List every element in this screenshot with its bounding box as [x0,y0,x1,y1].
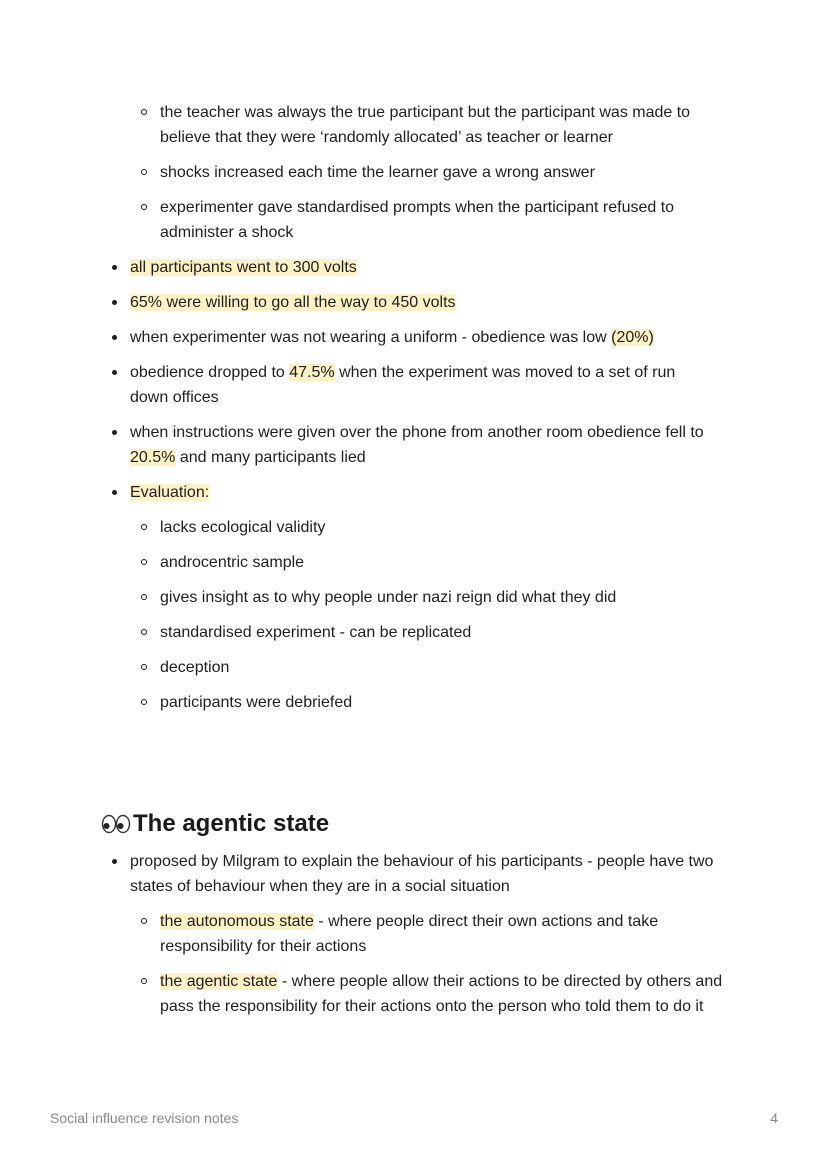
bullet-circle-icon [141,699,147,705]
list-item [0,849,715,899]
bullet-dot-icon [112,859,117,864]
sub-list-item [0,515,725,540]
bullet-dot-icon [112,265,117,270]
list-item-text: standardised experiment - can be replicated [160,624,472,641]
list-item-text: experimenter gave standardised prompts when the participant refused to administer a shock [160,199,675,241]
bullet-circle-icon [141,204,147,210]
section-heading-text: The agentic state [133,810,330,837]
footer-document-title: Social influence revision notes [50,1110,239,1126]
list-item-text: - where people direct their own actions and take responsibility for their actions [160,913,659,955]
sub-list-item [0,550,725,575]
list-item-text: lacks ecological validity [160,519,326,536]
list-item-text: participants were debriefed [160,694,353,711]
sub-list-item [0,690,725,715]
bullet-circle-icon [141,594,147,600]
bullet-dot-icon [112,300,117,305]
list-item [0,325,715,350]
list-item [0,360,715,410]
list-item-text: and many participants lied [175,449,366,466]
list-item-text: gives insight as to why people under nazi reign did what they did [160,589,617,606]
sub-list-item [0,969,725,1019]
bullet-circle-icon [141,109,147,115]
highlighted-text: all participants went to 300 volts [130,259,357,276]
highlighted-text: Evaluation: [130,484,210,501]
sub-list-item [0,585,725,610]
bullet-dot-icon [112,335,117,340]
sub-list-item [0,160,725,185]
bullet-circle-icon [141,918,147,924]
bullet-circle-icon [141,978,147,984]
bullet-circle-icon [141,664,147,670]
list-item-text: obedience dropped to [130,364,290,381]
sub-list-item [0,909,725,959]
list-item-text: proposed by Milgram to explain the behaviour of his participants - people have two states of behaviour when they are in a social situation [130,853,714,895]
sub-list-item [0,195,725,245]
list-item-text: when experimenter was not wearing a uniform - obedience was low [130,329,612,346]
highlighted-text: 65% were willing to go all the way to 450 volts [130,294,456,311]
list-item [0,255,715,280]
list-item-text: when the experiment was moved to a set of run down offices [130,364,676,406]
list-item-text: androcentric sample [160,554,305,571]
list-item [0,480,715,505]
list-item [0,290,715,315]
footer-page-number: 4 [770,1110,778,1126]
highlighted-text: (20%) [611,329,654,346]
list-item [0,420,715,470]
list-item-text: deception [160,659,230,676]
list-item-text: when instructions were given over the phone from another room obedience fell to [130,424,704,441]
sub-list-item [0,620,725,645]
bullet-dot-icon [112,430,117,435]
highlighted-text: the autonomous state [160,913,314,930]
bullet-dot-icon [112,490,117,495]
bullet-circle-icon [141,629,147,635]
sub-list-item [0,100,725,150]
highlighted-text: 20.5% [130,449,176,466]
eyes-icon [101,813,131,835]
bullet-circle-icon [141,559,147,565]
sub-list-item [0,655,725,680]
bullet-list-agentic-state [0,849,725,1029]
bullet-dot-icon [112,370,117,375]
section-heading [101,808,329,840]
highlighted-text: the agentic state [160,973,278,990]
list-item-text: the teacher was always the true participant but the participant was made to believe that they were ‘randomly allocated’ as teacher or learner [160,104,691,146]
bullet-list-milgram-findings [0,100,725,725]
list-item-text: shocks increased each time the learner gave a wrong answer [160,164,595,181]
highlighted-text: 47.5% [289,364,335,381]
bullet-circle-icon [141,169,147,175]
list-item-text: - where people allow their actions to be directed by others and pass the responsibility for their actions onto the person who told them to do it [160,973,723,1015]
bullet-circle-icon [141,524,147,530]
